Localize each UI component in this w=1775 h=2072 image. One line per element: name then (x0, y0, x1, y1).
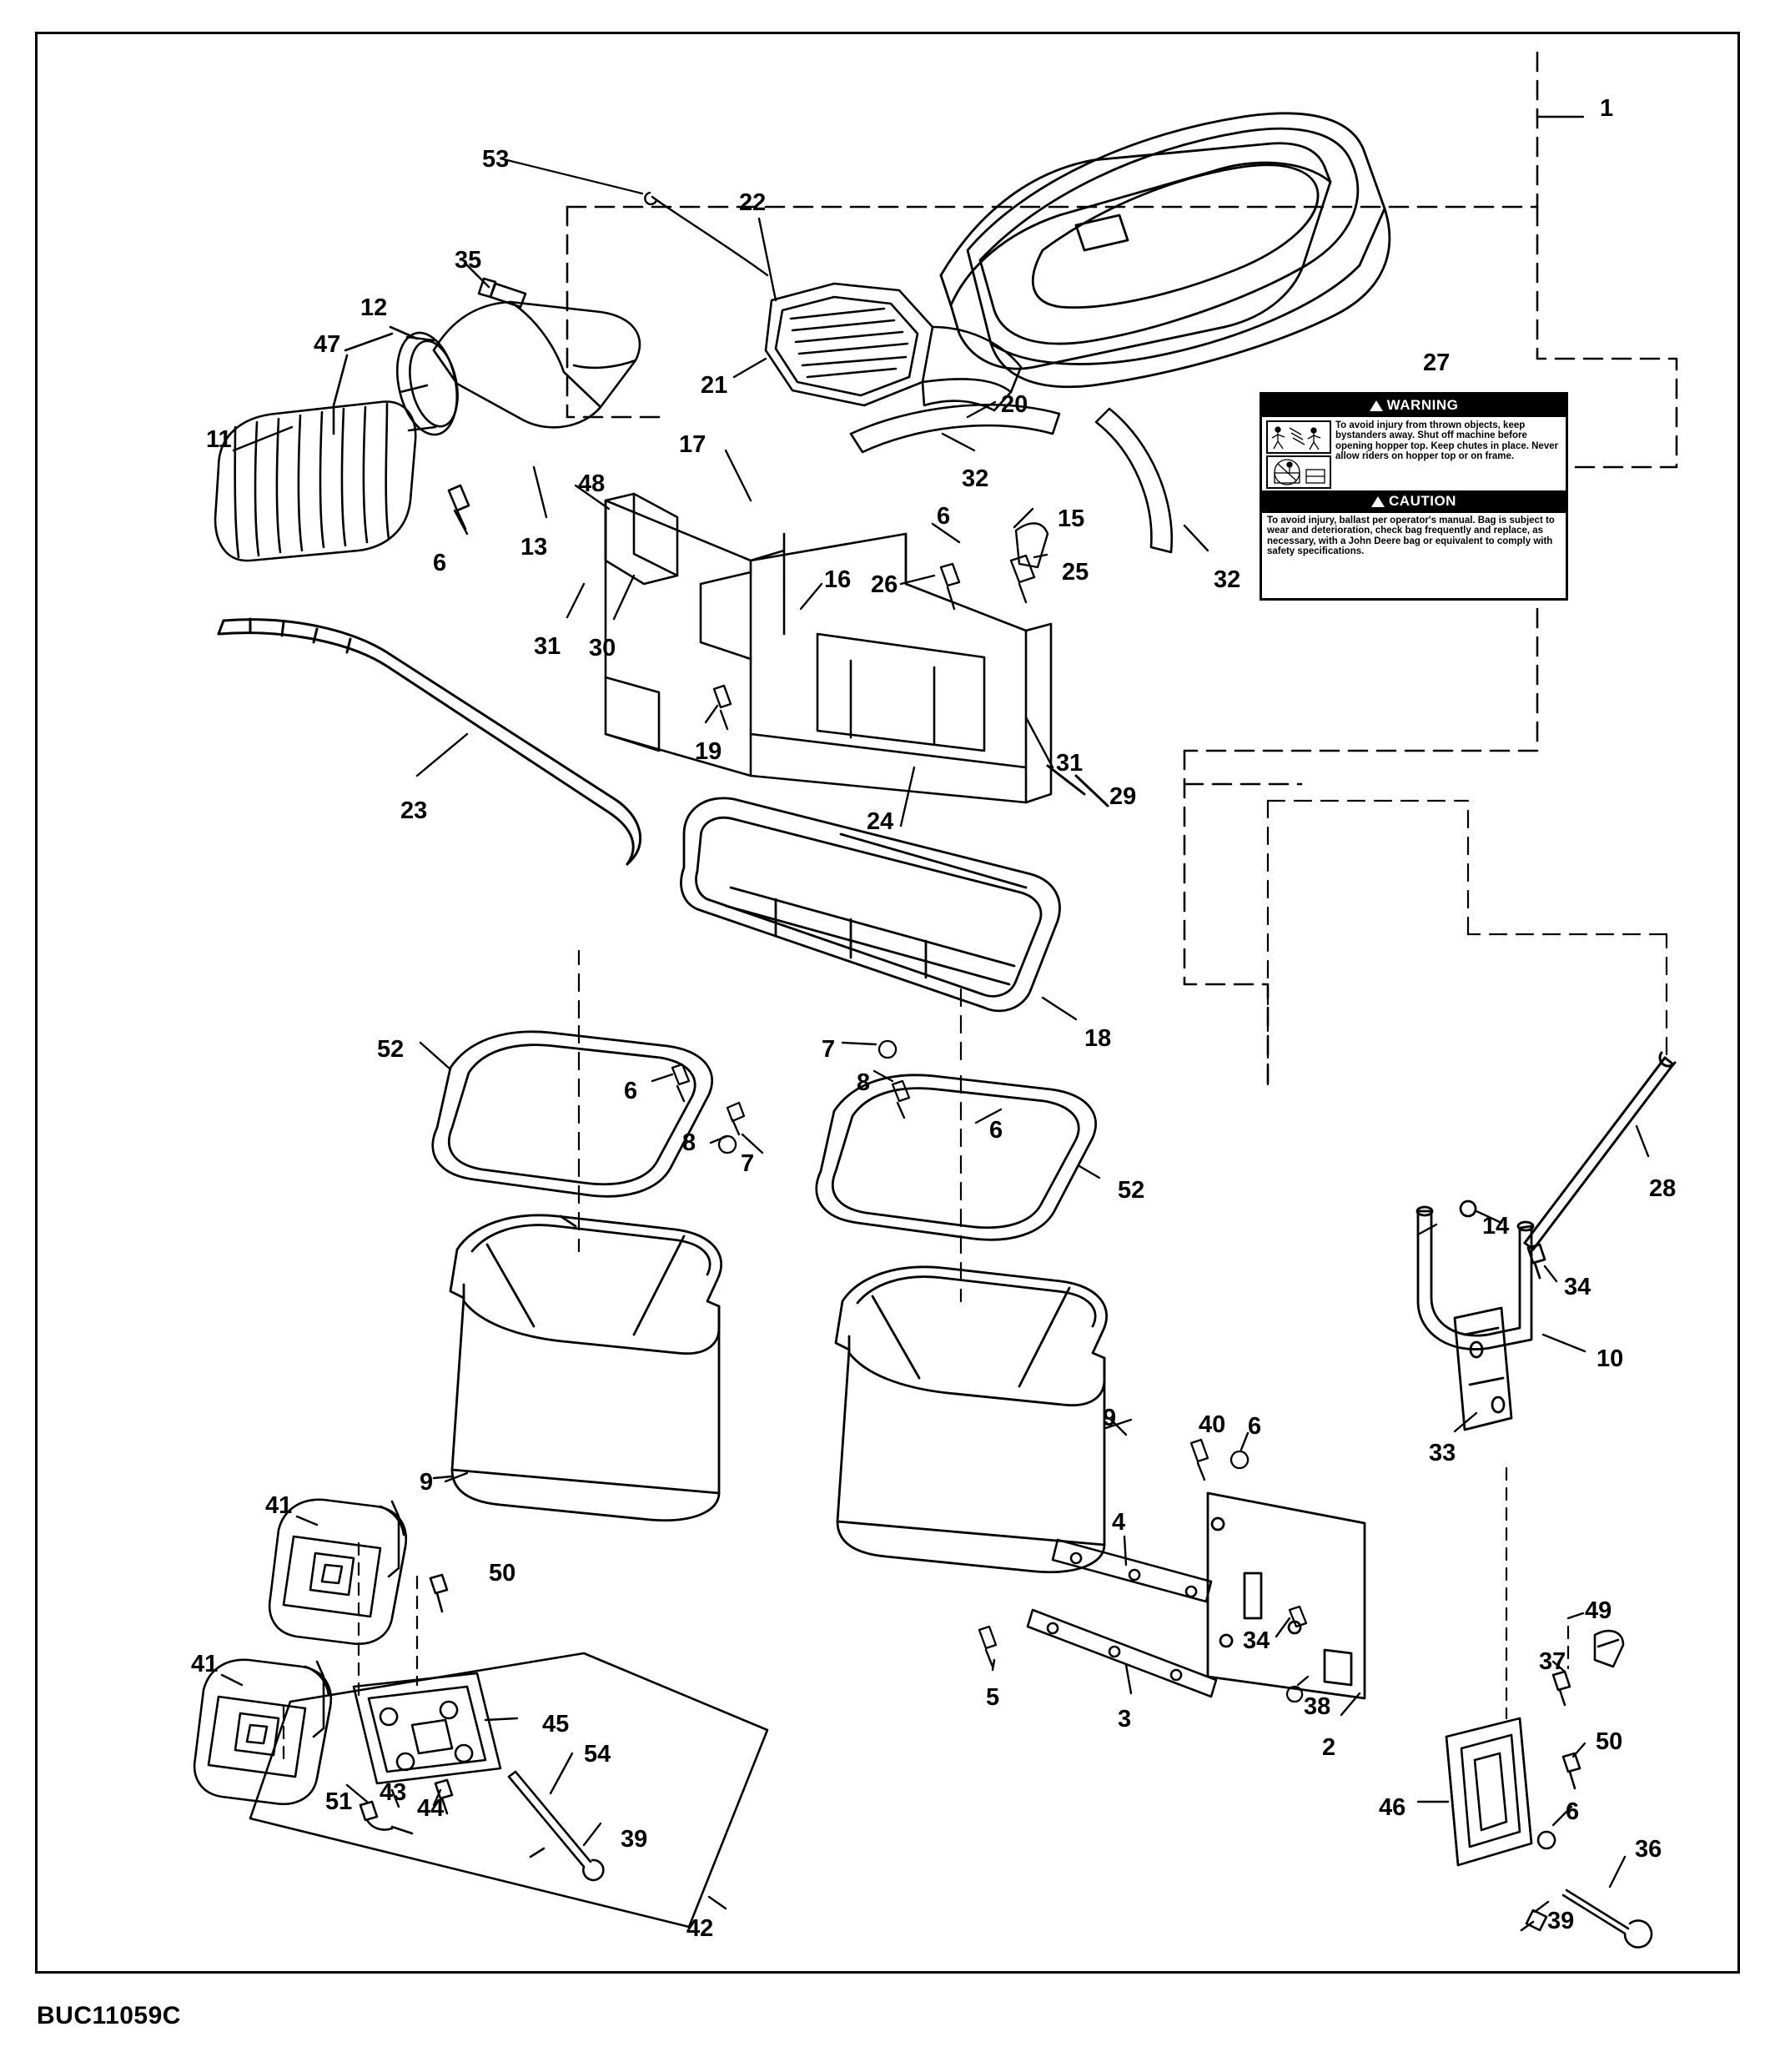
callout-31: 31 (534, 633, 561, 660)
callout-35: 35 (455, 247, 482, 274)
callout-33: 33 (1429, 1440, 1456, 1466)
callout-41: 41 (191, 1651, 219, 1677)
caution-triangle-icon (1371, 496, 1385, 507)
diagram-frame (35, 32, 1740, 1974)
callout-13: 13 (520, 534, 548, 561)
decal-caution-header: CAUTION (1262, 490, 1566, 513)
callout-6: 6 (1566, 1798, 1580, 1825)
callout-48: 48 (578, 470, 606, 497)
callout-4: 4 (1112, 1509, 1126, 1536)
callout-6: 6 (433, 550, 447, 576)
decal-pictograms (1266, 420, 1331, 489)
callout-15: 15 (1058, 505, 1085, 532)
callout-32: 32 (962, 465, 989, 492)
callout-8: 8 (857, 1069, 871, 1096)
callout-19: 19 (695, 738, 722, 765)
callout-39: 39 (1547, 1908, 1575, 1934)
drawing-code: BUC11059C (37, 2002, 181, 2029)
decal-warning-header: WARNING (1262, 395, 1566, 417)
callout-21: 21 (701, 372, 728, 399)
callout-14: 14 (1482, 1213, 1510, 1240)
callout-26: 26 (871, 571, 898, 598)
callout-37: 37 (1539, 1648, 1566, 1675)
callout-8: 8 (682, 1129, 696, 1156)
callout-34: 34 (1564, 1274, 1591, 1300)
callout-41: 41 (265, 1492, 293, 1519)
callout-24: 24 (867, 808, 894, 835)
callout-27: 27 (1423, 350, 1451, 376)
callout-23: 23 (400, 797, 428, 824)
callout-45: 45 (542, 1711, 570, 1738)
callout-49: 49 (1585, 1597, 1612, 1624)
callout-38: 38 (1304, 1693, 1331, 1720)
callout-3: 3 (1118, 1706, 1132, 1733)
callout-22: 22 (739, 189, 767, 216)
callout-9: 9 (420, 1469, 434, 1496)
thrown-objects-pictogram (1266, 420, 1331, 454)
callout-6: 6 (989, 1117, 1003, 1144)
callout-46: 46 (1379, 1794, 1406, 1821)
no-riders-icon (1268, 457, 1330, 487)
callout-42: 42 (686, 1915, 714, 1942)
callout-40: 40 (1199, 1411, 1226, 1438)
callout-53: 53 (482, 146, 510, 173)
warning-triangle-icon (1370, 400, 1383, 411)
decal-caution-text: To avoid injury, ballast per operator's manual. Bag is subject to wear and deterioration, check bag frequently and replace, as necessary, with a John Deere bag or equivalent to comply with safety specifications. (1267, 515, 1555, 556)
callout-28: 28 (1649, 1175, 1677, 1202)
no-riders-pictogram (1266, 455, 1331, 489)
callout-34: 34 (1243, 1627, 1270, 1654)
callout-29: 29 (1109, 783, 1137, 810)
callout-52: 52 (1118, 1177, 1145, 1204)
callout-25: 25 (1062, 559, 1089, 586)
callout-47: 47 (314, 331, 341, 358)
callout-54: 54 (584, 1741, 611, 1768)
callout-31: 31 (1056, 750, 1084, 777)
callout-5: 5 (986, 1684, 1000, 1711)
callout-32: 32 (1214, 566, 1241, 593)
callout-50: 50 (1596, 1728, 1623, 1755)
callout-17: 17 (679, 431, 706, 458)
callout-7: 7 (741, 1150, 755, 1177)
callout-1: 1 (1600, 95, 1614, 122)
callout-9: 9 (1103, 1405, 1117, 1431)
callout-50: 50 (489, 1560, 516, 1587)
decal-warning-text: To avoid injury from thrown objects, keep bystanders away. Shut off machine before opening hopper top. Keep chutes in place. Never allow riders on hopper top or on frame. (1335, 420, 1559, 461)
callout-39: 39 (621, 1826, 648, 1853)
callout-16: 16 (824, 566, 852, 593)
callout-43: 43 (380, 1779, 407, 1806)
callout-2: 2 (1322, 1734, 1336, 1761)
callout-6: 6 (1248, 1413, 1262, 1440)
callout-18: 18 (1084, 1025, 1112, 1052)
callout-36: 36 (1635, 1836, 1662, 1863)
callout-30: 30 (589, 635, 616, 661)
warning-decal (1260, 392, 1568, 601)
callout-12: 12 (360, 294, 388, 321)
callout-10: 10 (1596, 1345, 1624, 1372)
callout-44: 44 (417, 1795, 445, 1822)
thrown-objects-icon (1268, 422, 1330, 452)
decal-warning-body (1262, 417, 1566, 490)
callout-6: 6 (624, 1078, 638, 1104)
callout-7: 7 (822, 1036, 836, 1063)
callout-11: 11 (206, 426, 232, 453)
callout-20: 20 (1001, 391, 1028, 418)
callout-52: 52 (377, 1036, 405, 1063)
callout-6: 6 (937, 503, 951, 530)
callout-51: 51 (325, 1788, 353, 1815)
